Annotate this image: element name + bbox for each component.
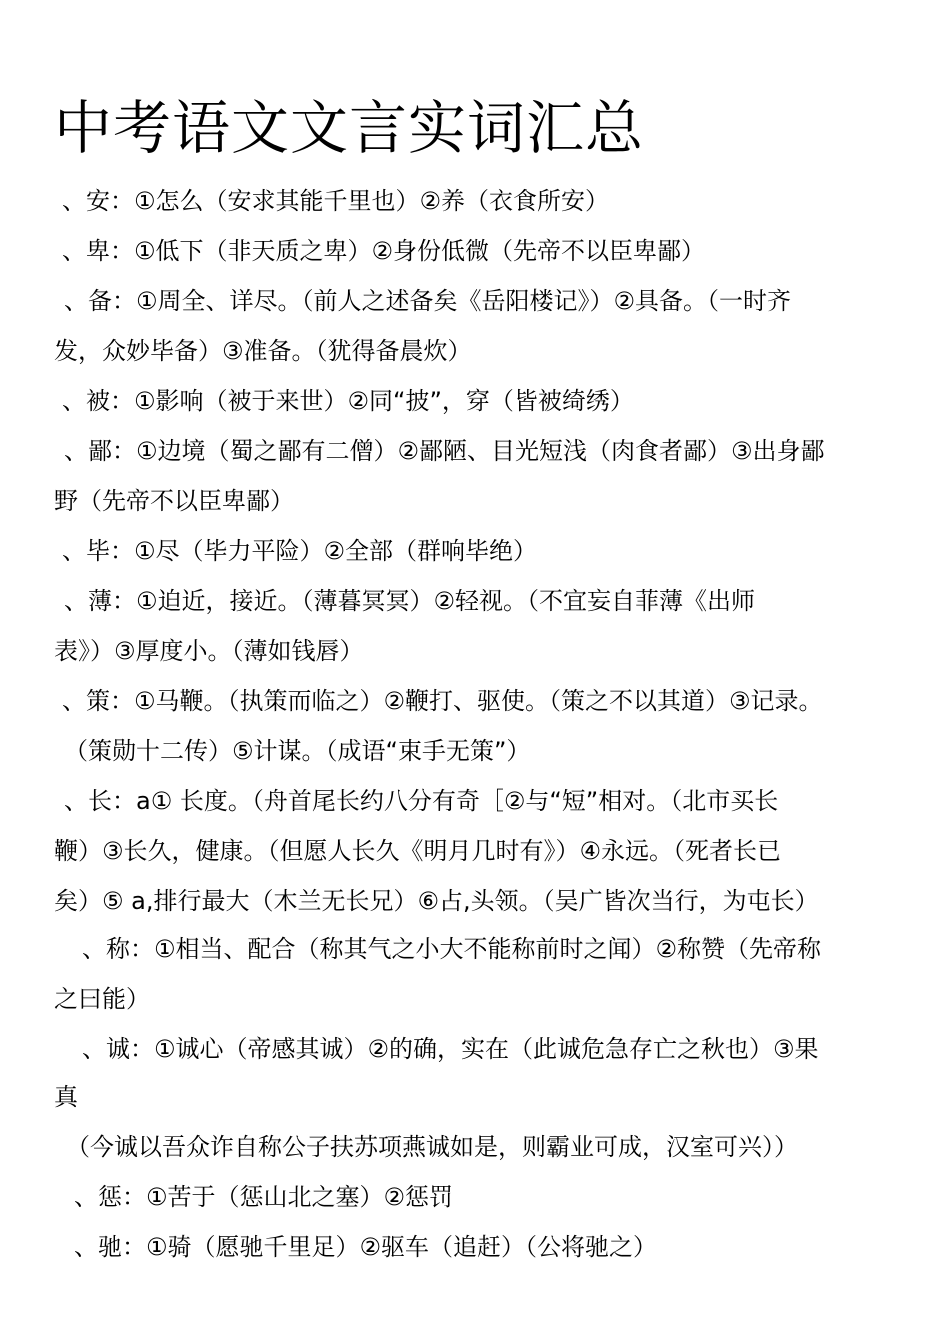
entry-chang: 、长：a① 长度。（舟首尾长约八分有奇［②与“短”相对。（北市买长 (64, 787, 779, 815)
entry-bei-prepare: 、备：①周全、详尽。（前人之述备矣《岳阳楼记》）②具备。（一时齐 (64, 287, 792, 315)
entry-chi: 、驰：①骑（愿驰千里足）②驱车（追赶）（公将驰之） (74, 1233, 658, 1261)
entry-cheng-weigh: 、称：①相当、配合（称其气之小大不能称前时之闻）②称赞（先帝称 (82, 935, 822, 963)
entry-bi-border: 、鄙：①边境（蜀之鄙有二僧）②鄙陋、目光短浅（肉食者鄙）③出身鄙 (64, 437, 825, 465)
entry-bi-finish: 、毕：①尽（毕力平险）②全部（群响毕绝） (62, 537, 538, 565)
entry-cheng-sincere: 、诚：①诚心（帝感其诚）②的确，实在（此诚危急存亡之秋也）③果 (82, 1035, 819, 1063)
entry-bo: 、薄：①迫近，接近。（薄暮冥冥）②轻视。（不宜妄自菲薄《出师 (64, 587, 756, 615)
entry-bo-cont: 表》）③厚度小。（薄如钱唇） (54, 637, 364, 665)
entry-bei-cover: 、被：①影响（被于来世）②同“披”，穿（皆被绮绣） (62, 387, 634, 415)
entry-bei-prepare-cont: 发，众妙毕备）③准备。（犹得备晨炊） (54, 337, 472, 365)
entry-ce: 、策：①马鞭。（执策而临之）②鞭打、驱使。（策之不以其道）③记录。 (62, 687, 823, 715)
entry-ce-cont: （策勋十二传）⑤计谋。（成语“束手无策”） (64, 737, 531, 765)
entry-an: 、安：①怎么（安求其能千里也）②养（衣食所安） (62, 187, 610, 215)
entry-cheng-sincere-example: （今诚以吾众诈自称公子扶苏项燕诚如是，则霸业可成，汉室可兴）） (66, 1133, 798, 1161)
document-title: 中考语文文言实词汇总 (54, 93, 645, 162)
entry-chang-cont-1: 鞭）③长久，健康。（但愿人长久《明月几时有》）④永远。（死者长已 (54, 837, 782, 865)
entry-bi-border-cont: 野（先帝不以臣卑鄙） (54, 487, 294, 515)
entry-bei-low: 、卑：①低下（非天质之卑）②身份低微（先帝不以臣卑鄙） (62, 237, 706, 265)
entry-cheng-sincere-cont: 真 (54, 1083, 78, 1111)
entry-chang-cont-2: 矣）⑤ a,排行最大（木兰无长兄）⑥占,头领。（吴广皆次当行，为屯长） (54, 887, 819, 915)
entry-cheng-punish: 、惩：①苦于（惩山北之塞）②惩罚 (74, 1183, 454, 1211)
entry-cheng-weigh-cont: 之曰能） (54, 985, 150, 1013)
